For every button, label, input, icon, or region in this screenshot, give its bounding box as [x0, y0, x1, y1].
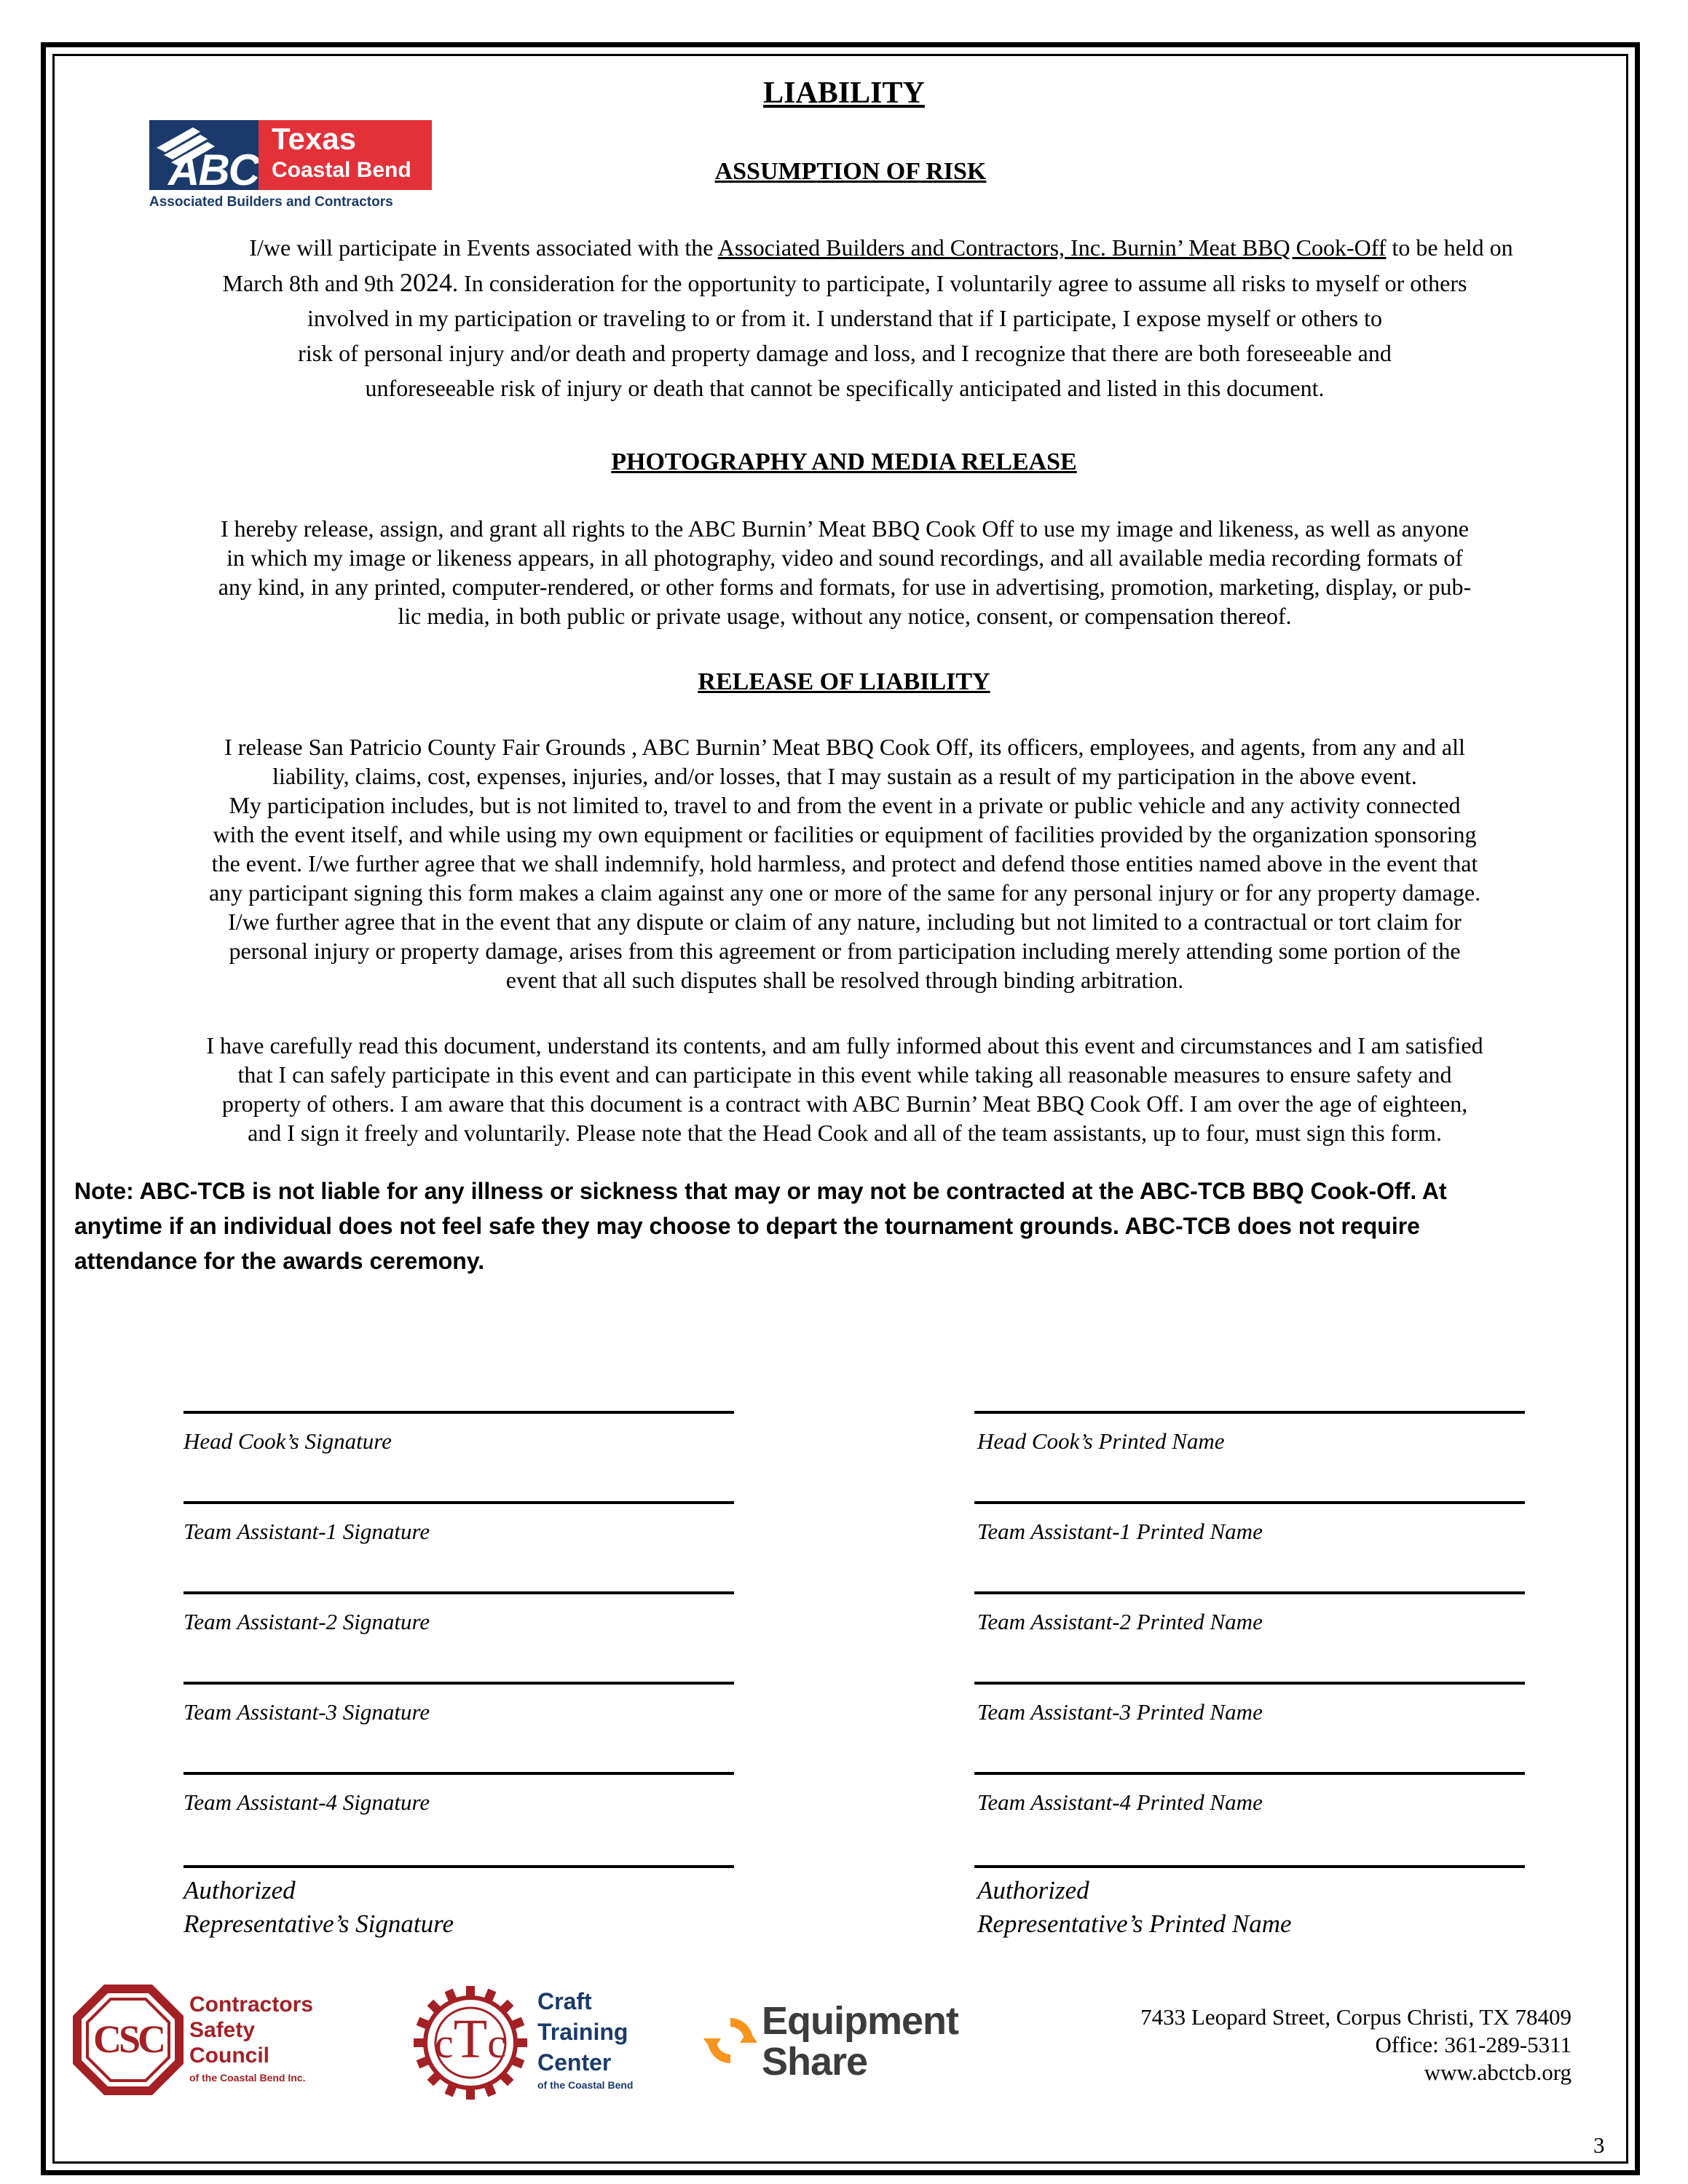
- release-of-liability-line-9: event that all such disputes shall be resolved through binding arbitration.: [505, 967, 1184, 993]
- release-of-liability-line-5: the event. I/we further agree that we shall indemnify, hold harmless, and protect and defend those entities named above in the event that: [211, 850, 1478, 877]
- authorized-signature-line[interactable]: [184, 1865, 734, 1868]
- release-of-liability-line-1: I release San Patricio County Fair Grounds , ABC Burnin’ Meat BBQ Cook Off, its officers, employees, and agents, from any and all: [224, 734, 1465, 760]
- acknowledgement-line-1: I have carefully read this document, understand its contents, and am fully informed about this event and circumstances and I am satisfied: [206, 1032, 1483, 1059]
- abc-mark-text: ABC: [168, 146, 259, 194]
- authorized-printed-name-label-line-1: Authorized: [977, 1876, 1089, 1904]
- row-4-signature-line[interactable]: [184, 1682, 734, 1685]
- csc-subtitle: of the Coastal Bend Inc.: [189, 2072, 306, 2084]
- media-release-line-3: any kind, in any printed, computer-rendered, or other forms and formats, for use in advertising, promotion, marketing, display, or pub-: [218, 574, 1472, 600]
- equipmentshare-name: [762, 2001, 958, 2082]
- note-line-1: Note: ABC-TCB is not liable for any illness or sickness that may or may not be contracted at the ABC-TCB BBQ Cook-Off. At: [74, 1178, 1447, 1204]
- ctc-mark-t: T: [453, 2009, 488, 2070]
- ctc-name-line-3: Center: [537, 2049, 612, 2076]
- row-5-signature-line[interactable]: [184, 1772, 734, 1775]
- authorized-printed-name-line[interactable]: [974, 1865, 1525, 1868]
- release-of-liability-line-3: My participation includes, but is not limited to, travel to and from the event in a private or public vehicle and any activity connected: [229, 792, 1461, 818]
- logo-state: Texas: [272, 122, 356, 156]
- row-3-signature-line[interactable]: [184, 1591, 734, 1594]
- equipmentshare-name-line-2: Share: [762, 2040, 868, 2084]
- csc-name-line-3: Council: [189, 2043, 269, 2068]
- risk-line-2-rest: . In consideration for the opportunity to participate, I voluntarily agree to assume all risks to myself or others: [452, 270, 1467, 296]
- row-1-printed-name-line[interactable]: [974, 1411, 1525, 1414]
- equipmentshare-name-line-1: Equipment: [762, 1999, 958, 2043]
- row-3-printed-name-label: Team Assistant-2 Printed Name: [977, 1609, 1263, 1634]
- row-4-signature-label: Team Assistant-3 Signature: [184, 1699, 430, 1725]
- assumption-of-risk-heading: ASSUMPTION OF RISK: [714, 158, 987, 185]
- release-of-liability-line-8: personal injury or property damage, arises from this agreement or from participation including merely attending some portion of the: [229, 938, 1461, 964]
- acknowledgement-text: [44, 1031, 1646, 1147]
- row-1-printed-name-label: Head Cook’s Printed Name: [977, 1428, 1225, 1454]
- media-release-text: [44, 514, 1646, 630]
- ctc-mark-c2: c: [487, 2019, 506, 2067]
- acknowledgement-line-2: that I can safely participate in this event and can participate in this event while taking all reasonable measures to ensure safety and: [237, 1061, 1452, 1088]
- risk-line-3: involved in my participation or traveling to or from it. I understand that if I participate, I expose myself or others to: [307, 305, 1383, 331]
- note-line-3: attendance for the awards ceremony.: [74, 1248, 485, 1274]
- row-1-signature-label: Head Cook’s Signature: [184, 1428, 392, 1454]
- row-2-printed-name-label: Team Assistant-1 Printed Name: [977, 1519, 1263, 1544]
- website: www.abctcb.org: [1424, 2060, 1571, 2085]
- authorized-printed-name-label: [977, 1874, 1292, 1941]
- media-release-heading: PHOTOGRAPHY AND MEDIA RELEASE: [611, 448, 1077, 475]
- csc-name-line-2: Safety: [189, 2018, 256, 2042]
- assumption-of-risk-text: [44, 233, 1646, 403]
- risk-line-2: [44, 268, 1646, 298]
- media-release-line-4: lic media, in both public or private usage, without any notice, consent, or compensation thereof.: [398, 603, 1292, 629]
- csc-name: [189, 1992, 313, 2068]
- equipmentshare-logo: [703, 1999, 995, 2084]
- row-2-signature-line[interactable]: [184, 1501, 734, 1504]
- acknowledgement-line-3: property of others. I am aware that this document is a contract with ABC Burnin’ Meat BBQ Cook Off. I am over the age of eighteen,: [221, 1091, 1468, 1117]
- note-line-2: anytime if an individual does not feel safe they may choose to depart the tournament grounds. ABC-TCB does not require: [74, 1213, 1420, 1239]
- contact-address-block: [1140, 2003, 1571, 2086]
- risk-line-1-end: to be held on: [1386, 234, 1513, 261]
- risk-date: March 8th and 9th: [222, 270, 401, 296]
- csc-name-line-1: Contractors: [189, 1993, 314, 2017]
- risk-line-1-start: I/we will participate in Events associated with the: [249, 234, 718, 261]
- row-5-printed-name-label: Team Assistant-4 Printed Name: [977, 1789, 1263, 1815]
- row-2-printed-name-line[interactable]: [974, 1501, 1525, 1504]
- release-of-liability-line-7: I/we further agree that in the event that any dispute or claim of any nature, including but not limited to a contractual or tort claim for: [228, 909, 1462, 935]
- ctc-logo: [408, 1980, 670, 2104]
- row-1-signature-line[interactable]: [184, 1411, 734, 1414]
- row-4-printed-name-line[interactable]: [974, 1682, 1525, 1685]
- risk-year: 2024: [400, 268, 453, 297]
- row-2-signature-label: Team Assistant-1 Signature: [184, 1519, 430, 1544]
- risk-line-5: unforeseeable risk of injury or death that cannot be specifically anticipated and listed in this document.: [365, 375, 1325, 401]
- authorized-signature-label-line-1: Authorized: [184, 1876, 296, 1904]
- release-of-liability-line-4: with the event itself, and while using my own equipment or facilities or equipment of facilities provided by the organization sponsoring: [213, 821, 1477, 847]
- risk-line-4: risk of personal injury and/or death and property damage and loss, and I recognize that there are both foreseeable and: [298, 340, 1392, 366]
- ctc-mark-c1: c: [435, 2019, 454, 2067]
- logo-region: Coastal Bend: [272, 158, 411, 182]
- note-paragraph: [74, 1174, 1625, 1278]
- media-release-line-2: in which my image or likeness appears, in all photography, video and sound recordings, and all available media recording formats of: [226, 545, 1463, 571]
- release-of-liability-text: [44, 732, 1646, 994]
- event-name-underlined: Associated Builders and Contractors, Inc. Burnin’ Meat BBQ Cook-Off: [717, 234, 1387, 261]
- office-phone: Office: 361-289-5311: [1375, 2032, 1571, 2057]
- csc-mark: CSC: [92, 2017, 164, 2061]
- page-number: 3: [1593, 2132, 1605, 2158]
- media-release-line-1: I hereby release, assign, and grant all rights to the ABC Burnin’ Meat BBQ Cook Off to use my image and likeness, as well as anyone: [220, 515, 1469, 542]
- equipmentshare-arrows-icon: [703, 2014, 757, 2068]
- ctc-subtitle: of the Coastal Bend: [537, 2079, 634, 2091]
- authorized-signature-label-line-2: Representative’s Signature: [184, 1910, 454, 1938]
- acknowledgement-line-4: and I sign it freely and voluntarily. Please note that the Head Cook and all of the team assistants, up to four, must sign this form.: [248, 1120, 1442, 1146]
- release-of-liability-line-6: any participant signing this form makes a claim against any one or more of the same for any personal injury or for any property damage.: [208, 879, 1481, 906]
- risk-line-1: [44, 233, 1646, 262]
- row-5-signature-label: Team Assistant-4 Signature: [184, 1789, 430, 1815]
- row-4-printed-name-label: Team Assistant-3 Printed Name: [977, 1699, 1263, 1725]
- page-title: LIABILITY: [763, 76, 925, 110]
- street-address: 7433 Leopard Street, Corpus Christi, TX 78409: [1140, 2004, 1571, 2030]
- row-5-printed-name-line[interactable]: [974, 1772, 1525, 1775]
- logo-org-name: Associated Builders and Contractors: [149, 194, 393, 210]
- authorized-signature-label: [184, 1874, 454, 1941]
- ctc-name-line-2: Training: [537, 2019, 628, 2045]
- ctc-name: [537, 1986, 628, 2078]
- row-3-printed-name-line[interactable]: [974, 1591, 1525, 1594]
- release-of-liability-heading: RELEASE OF LIABILITY: [698, 668, 990, 695]
- csc-logo: [70, 1982, 339, 2098]
- row-3-signature-label: Team Assistant-2 Signature: [184, 1609, 430, 1634]
- ctc-mark: [428, 2009, 513, 2070]
- ctc-name-line-1: Craft: [537, 1988, 592, 2014]
- authorized-printed-name-label-line-2: Representative’s Printed Name: [977, 1910, 1292, 1938]
- release-of-liability-line-2: liability, claims, cost, expenses, injuries, and/or losses, that I may sustain as a result of my participation in the above event.: [272, 763, 1417, 789]
